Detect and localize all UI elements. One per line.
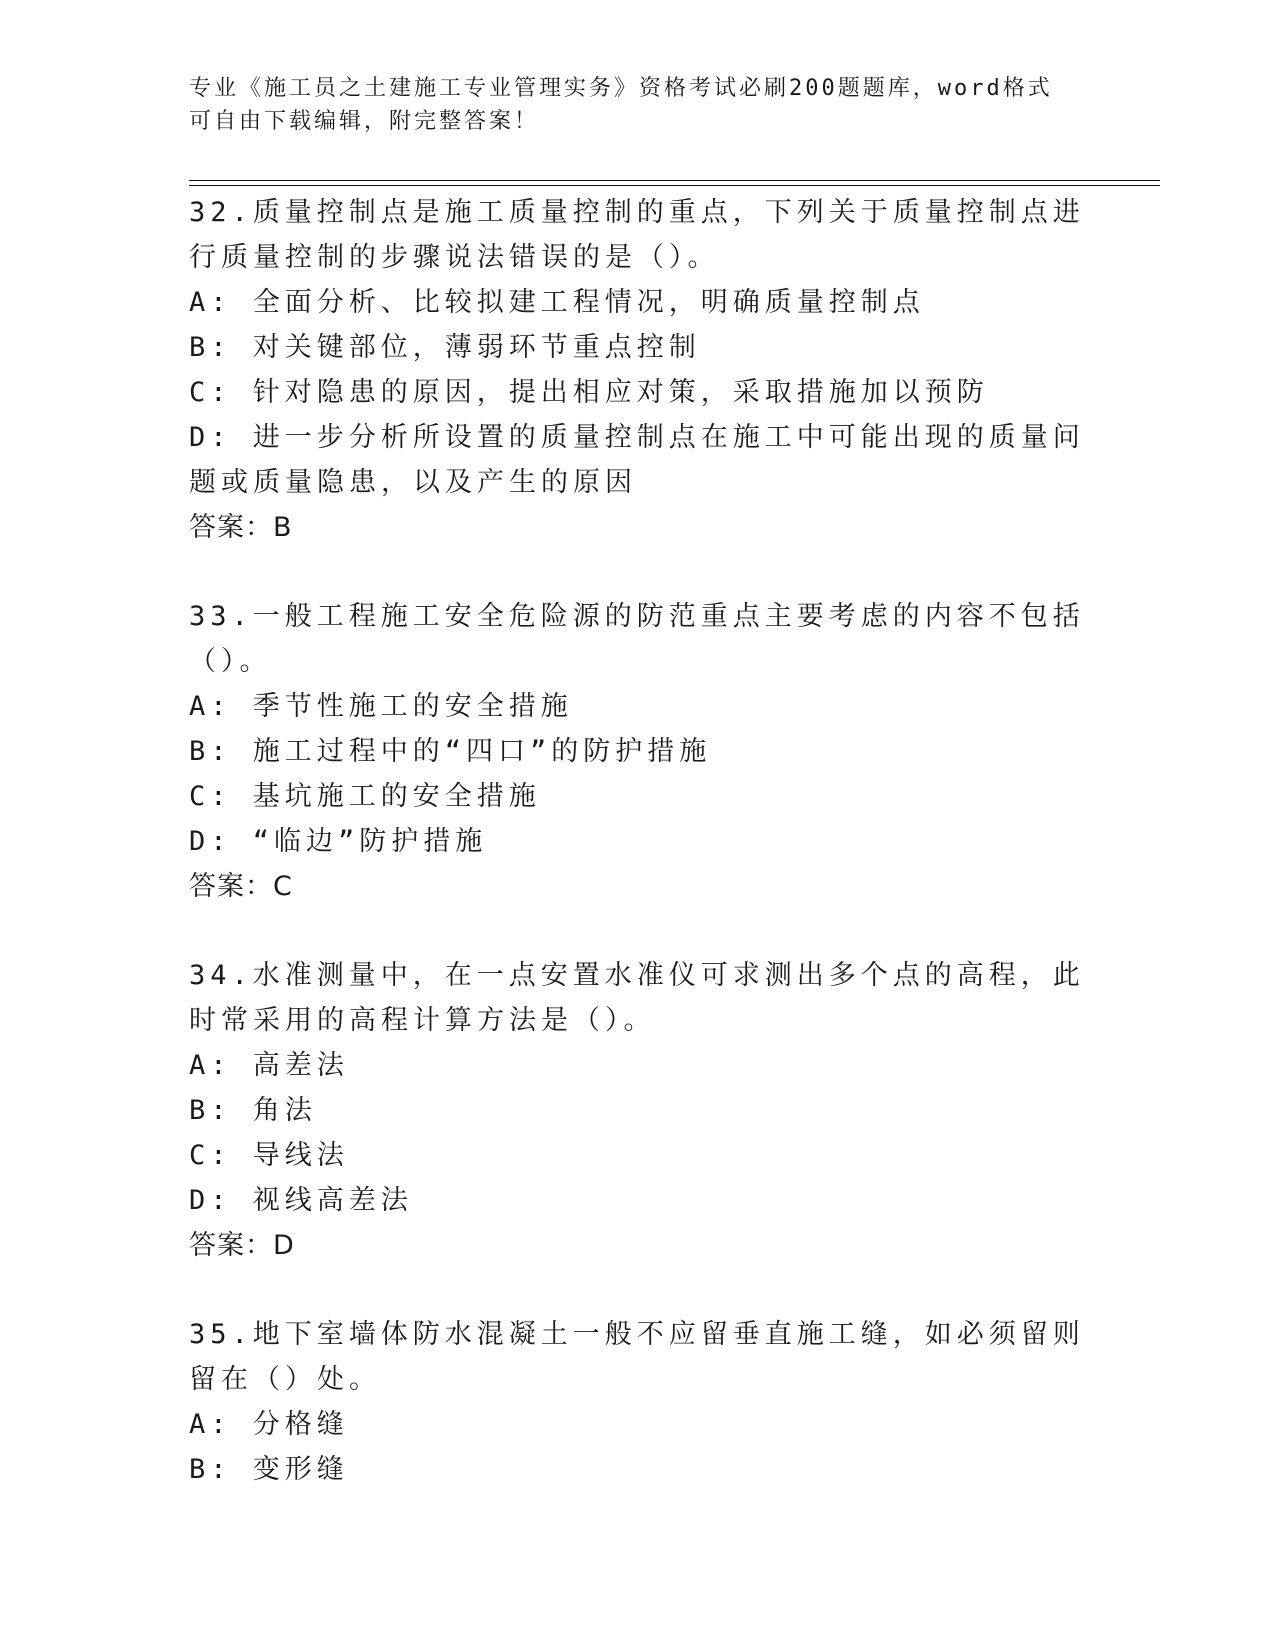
header-divider-bottom — [189, 185, 1160, 186]
option-a: A: 分格缝 — [189, 1409, 349, 1440]
option-b: B: 变形缝 — [189, 1454, 349, 1485]
option-a: A: 全面分析、比较拟建工程情况，明确质量控制点 — [189, 287, 925, 318]
answer: 答案：D — [189, 1230, 295, 1261]
document-header — [189, 72, 1069, 138]
question-33 — [189, 594, 1089, 909]
header-divider-top — [189, 180, 1160, 181]
option-b: B: 施工过程中的“四口”的防护措施 — [189, 736, 712, 767]
question-stem: 35.地下室墙体防水混凝土一般不应留垂直施工缝，如必须留则留在（）处。 — [189, 1319, 1085, 1395]
question-list — [189, 190, 1089, 1536]
option-b: B: 对关键部位，薄弱环节重点控制 — [189, 332, 701, 363]
option-d: D: “临边”防护措施 — [189, 826, 488, 857]
option-d: D: 进一步分析所设置的质量控制点在施工中可能出现的质量问题或质量隐患，以及产生的原因 — [189, 422, 1085, 498]
question-stem: 32.质量控制点是施工质量控制的重点，下列关于质量控制点进行质量控制的步骤说法错误的是（）。 — [189, 197, 1085, 273]
option-a: A: 季节性施工的安全措施 — [189, 691, 573, 722]
answer: 答案：C — [189, 871, 293, 902]
document-title: 专业《施工员之土建施工专业管理实务》资格考试必刷200题题库，word格式可自由下载编辑，附完整答案！ — [189, 76, 1053, 134]
option-c: C: 基坑施工的安全措施 — [189, 781, 541, 812]
option-d: D: 视线高差法 — [189, 1185, 413, 1216]
question-35 — [189, 1312, 1089, 1492]
question-34 — [189, 953, 1089, 1268]
option-c: C: 针对隐患的原因，提出相应对策，采取措施加以预防 — [189, 377, 989, 408]
option-b: B: 角法 — [189, 1095, 317, 1126]
question-stem: 34.水准测量中，在一点安置水准仪可求测出多个点的高程，此时常采用的高程计算方法是（）。 — [189, 960, 1085, 1036]
question-32 — [189, 190, 1089, 550]
option-a: A: 高差法 — [189, 1050, 349, 1081]
question-stem: 33.一般工程施工安全危险源的防范重点主要考虑的内容不包括（）。 — [189, 601, 1085, 677]
option-c: C: 导线法 — [189, 1140, 349, 1171]
answer: 答案：B — [189, 512, 293, 543]
